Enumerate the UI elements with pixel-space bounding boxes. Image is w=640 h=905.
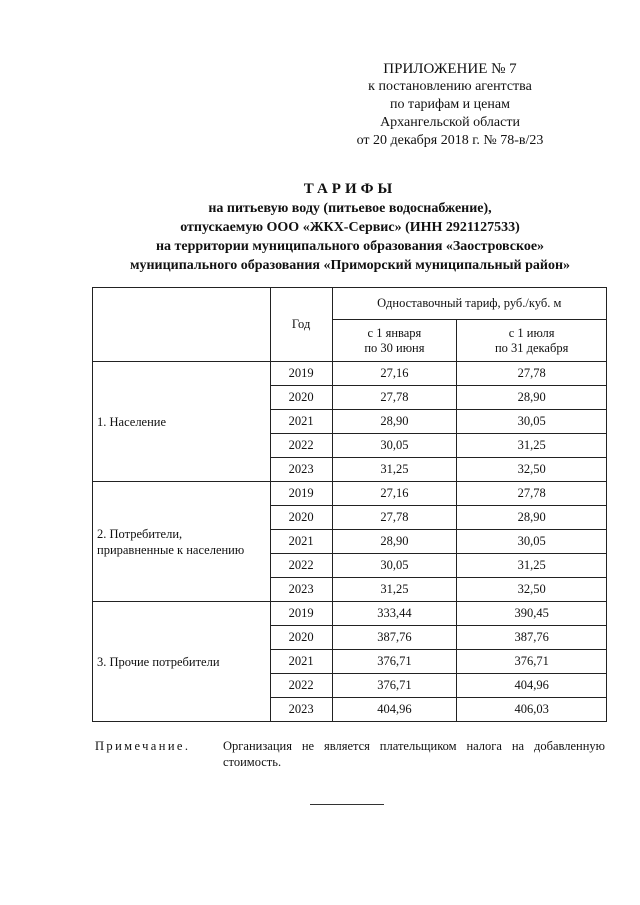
year-cell: 2021 — [270, 530, 332, 554]
year-cell: 2023 — [270, 578, 332, 602]
tariff-h1-cell: 387,76 — [332, 626, 457, 650]
tariff-h1-cell: 27,16 — [332, 362, 457, 386]
header-tariff-group: Одноставочный тариф, руб./куб. м — [332, 288, 606, 320]
year-cell: 2023 — [270, 698, 332, 722]
tariff-h2-cell: 32,50 — [457, 458, 607, 482]
heading-line: на питьевую воду (питьевое водоснабжение), — [208, 201, 492, 216]
tariff-h2-cell: 376,71 — [457, 650, 607, 674]
header-year: Год — [270, 288, 332, 362]
footnote — [95, 738, 605, 770]
tariff-h1-cell: 27,16 — [332, 482, 457, 506]
appendix-block — [330, 60, 570, 150]
year-cell: 2022 — [270, 554, 332, 578]
appendix-line: Архангельской области — [380, 115, 520, 130]
header-period-2-line1: с 1 июля — [508, 325, 555, 340]
tariff-h2-cell: 390,45 — [457, 602, 607, 626]
header-period-2-line2: по 31 декабря — [494, 340, 569, 355]
tariff-h1-cell: 404,96 — [332, 698, 457, 722]
heading-line: отпускаемую ООО «ЖКХ-Сервис» (ИНН 2921127533) — [180, 220, 520, 235]
category-label: 1. Население — [97, 414, 167, 429]
header-period-1 — [332, 320, 457, 362]
year-cell: 2020 — [270, 506, 332, 530]
header-period-1-line2: по 30 июня — [364, 340, 425, 355]
heading-line: на территории муниципального образования «Заостровское» — [155, 239, 545, 254]
year-cell: 2020 — [270, 386, 332, 410]
heading-title: ТАРИФЫ — [303, 181, 397, 197]
tariff-h2-cell: 31,25 — [457, 434, 607, 458]
year-cell: 2021 — [270, 410, 332, 434]
year-cell: 2022 — [270, 434, 332, 458]
tariff-h2-cell: 28,90 — [457, 506, 607, 530]
header-period-1-line1: с 1 января — [367, 325, 422, 340]
year-cell: 2022 — [270, 674, 332, 698]
tariff-h2-cell: 28,90 — [457, 386, 607, 410]
tariff-h1-cell: 376,71 — [332, 650, 457, 674]
tariff-h1-cell: 333,44 — [332, 602, 457, 626]
year-cell: 2023 — [270, 458, 332, 482]
tariff-h1-cell: 31,25 — [332, 578, 457, 602]
category-cell — [93, 362, 271, 482]
category-cell — [93, 602, 271, 722]
tariff-h1-cell: 31,25 — [332, 458, 457, 482]
tariff-h1-cell: 28,90 — [332, 410, 457, 434]
table-row — [93, 482, 607, 506]
divider-line — [310, 804, 384, 805]
tariff-h1-cell: 28,90 — [332, 530, 457, 554]
footnote-label: Примечание. — [95, 739, 191, 753]
tariff-h1-cell: 30,05 — [332, 434, 457, 458]
tariff-h1-cell: 27,78 — [332, 386, 457, 410]
heading-line: муниципального образования «Приморский муниципальный район» — [129, 258, 571, 273]
appendix-title: ПРИЛОЖЕНИЕ № 7 — [383, 61, 517, 77]
tariff-table — [92, 287, 607, 722]
tariff-h2-cell: 30,05 — [457, 410, 607, 434]
category-label: приравненные к населению — [97, 542, 245, 557]
header-category — [93, 288, 271, 362]
header-period-2 — [457, 320, 607, 362]
footnote-text: Организация не является плательщиком налога на добавленную стоимость. — [223, 739, 605, 769]
tariff-h1-cell: 27,78 — [332, 506, 457, 530]
appendix-line: от 20 декабря 2018 г. № 78-в/23 — [356, 133, 544, 148]
year-cell: 2019 — [270, 362, 332, 386]
tariff-h1-cell: 30,05 — [332, 554, 457, 578]
appendix-line: к постановлению агентства — [368, 79, 532, 94]
tariff-h1-cell: 376,71 — [332, 674, 457, 698]
tariff-h2-cell: 31,25 — [457, 554, 607, 578]
table-row — [93, 602, 607, 626]
document-heading — [60, 180, 640, 275]
tariff-h2-cell: 406,03 — [457, 698, 607, 722]
tariff-h2-cell: 27,78 — [457, 362, 607, 386]
category-label: 3. Прочие потребители — [97, 654, 220, 669]
category-label: 2. Потребители, — [97, 526, 183, 541]
year-cell: 2019 — [270, 482, 332, 506]
table-row — [93, 362, 607, 386]
tariff-h2-cell: 27,78 — [457, 482, 607, 506]
appendix-line: по тарифам и ценам — [390, 97, 510, 112]
tariff-h2-cell: 32,50 — [457, 578, 607, 602]
year-cell: 2019 — [270, 602, 332, 626]
category-cell — [93, 482, 271, 602]
year-cell: 2020 — [270, 626, 332, 650]
tariff-h2-cell: 404,96 — [457, 674, 607, 698]
tariff-h2-cell: 30,05 — [457, 530, 607, 554]
tariff-h2-cell: 387,76 — [457, 626, 607, 650]
year-cell: 2021 — [270, 650, 332, 674]
